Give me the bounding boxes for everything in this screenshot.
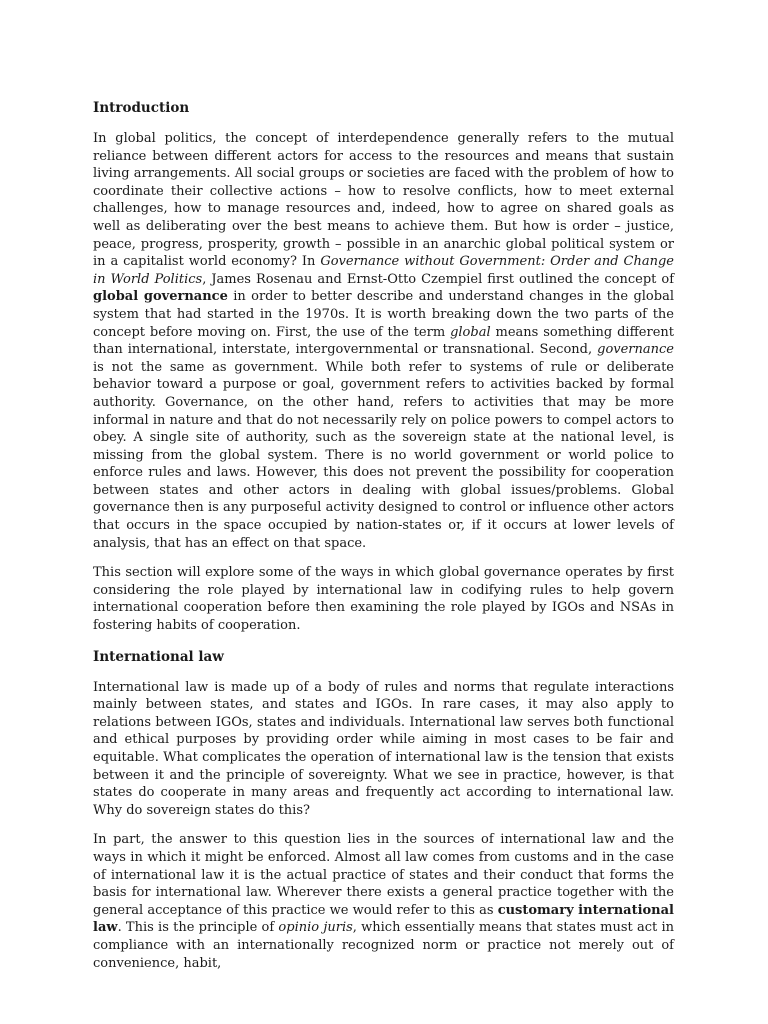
text-run: , which essentially means that states must act in compliance with an internationally recognized norm or practice not merely out of convenience, habit, [93, 920, 675, 971]
key-term-customary-international-law: customary international law [93, 902, 674, 936]
text-run: in order to better describe and understand changes in the global system that had started in the 1970s. It is worth breaking down the two parts of the concept before moving on. First, the use of the term [93, 289, 674, 340]
text-run: is not the same as government. While both refer to systems of rule or deliberate behavior toward a purpose or goal, government refers to activities backed by formal authority. Governance, on the other hand, refers to activities that may be more informal in nature and that do not necessarily rely on police powers to compel actors to obey. A single site of authority, such as the sovereign state at the national level, is missing from the global system. There is no world government or world police to enforce rules and laws. However, this does not prevent the possibility for cooperation between states and other actors in dealing with global issues/problems. Global governance then is any purposeful activity designed to control or influence other actors that occurs in the space occupied by nation-states or, if it occurs at lower levels of analysis, that has an effect on that space. [93, 359, 674, 551]
text-run: In global politics, the concept of interdependence generally refers to the mutual reliance between different actors for access to the resources and means that sustain living arrangements. All social groups or societies are faced with the problem of how to coordinate their collective actions – how to resolve conflicts, how to meet external challenges, how to manage resources and, indeed, how to agree on shared goals as well as deliberating over the best means to achieve them. But how is order – justice, peace, progress, prosperity, growth – possible in an anarchic global political system or in a capitalist world economy? In [93, 131, 674, 270]
text-run: , James Rosenau and Ernst-Otto Czempiel first outlined the concept of [202, 271, 675, 287]
key-term-global-governance: global governance [93, 289, 228, 305]
intro-paragraph-1 [93, 130, 674, 552]
term-global: global [450, 324, 491, 340]
law-paragraph-2 [93, 831, 674, 972]
heading-international-law: International law [93, 648, 224, 665]
law-paragraph-1: International law is made up of a body of rules and norms that regulate interactions mainly between states, and states and IGOs. In rare cases, it may also apply to relations between IGOs, states and individuals. International law serves both functional and ethical purposes by providing order while aiming in most cases to be fair and equitable. What complicates the operation of international law is the tension that exists between it and the principle of sovereignty. What we see in practice, however, is that states do cooperate in many areas and frequently act according to international law. Why do sovereign states do this? [93, 679, 674, 818]
term-governance: governance [597, 342, 674, 358]
text-run: In part, the answer to this question lies in the sources of international law and the ways in which it might be enforced. Almost all law comes from customs and in the case of international law it is the actual practice of states and their conduct that forms the basis for international law. Wherever there exists a general practice together with the general acceptance of this practice we would refer to this as [93, 832, 674, 918]
heading-introduction: Introduction [93, 100, 190, 116]
document-body [93, 98, 674, 984]
intro-paragraph-2: This section will explore some of the ways in which global governance operates by first considering the role played by international law in codifying rules to help govern international cooperation before then examining the role played by IGOs and NSAs in fostering habits of cooperation. [93, 565, 674, 634]
term-opinio-juris: opinio juris [278, 920, 353, 936]
text-run: . This is the principle of [117, 920, 279, 936]
text-run: means something different than international, interstate, intergovernmental or transnational. Second, [93, 324, 674, 358]
book-title: Governance without Government: Order and Change in World Politics [93, 254, 674, 287]
